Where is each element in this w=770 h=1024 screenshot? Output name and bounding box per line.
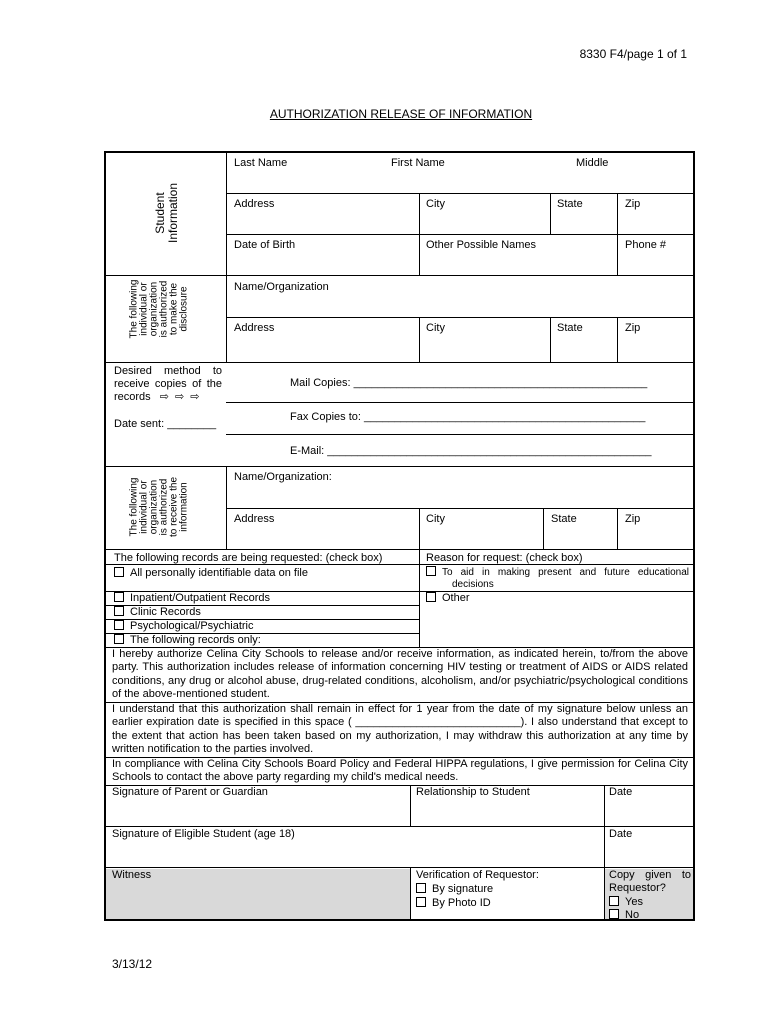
checkbox[interactable] — [609, 896, 619, 906]
recipient-city-label: City — [426, 513, 445, 525]
recipient-address-label: Address — [234, 513, 275, 525]
checkbox[interactable] — [416, 883, 426, 893]
record-item-only: The following records only: — [114, 634, 261, 646]
form-frame — [104, 151, 695, 921]
dob-label: Date of Birth — [234, 239, 296, 251]
student-signature-label: Signature of Eligible Student (age 18) — [112, 828, 295, 840]
student-date-label: Date — [609, 828, 633, 840]
method-description: Desired method to receive copies of the records ⇨ ⇨ ⇨ — [114, 365, 222, 403]
witness-shade — [106, 869, 410, 919]
last-name-label: Last Name — [234, 157, 288, 169]
footer-date: 3/13/12 — [112, 957, 153, 971]
discloser-side-label: The following individual or organization is authorized to make the disclosure — [128, 279, 190, 339]
checkbox[interactable] — [114, 606, 124, 616]
checkbox[interactable] — [114, 567, 124, 577]
date-sent: Date sent: ________ — [114, 418, 217, 430]
authorization-paragraph: I hereby authorize Celina City Schools to release and/or receive information, as indicated herein, to/from the above party. This authorization includes release of information concerning HIV testing or treatment of AIDS or AIDS related conditions, any drug or alcohol abuse, drug-related conditions, alcoholism, and/or psychiatric/psychological conditions of the above-mentioned student. — [112, 648, 688, 701]
reason-heading: Reason for request: (check box) — [426, 552, 583, 564]
checkbox[interactable] — [114, 592, 124, 602]
zip-label: Zip — [625, 198, 641, 210]
reason-option-other: Other — [426, 592, 470, 604]
verify-by-photo: By Photo ID — [416, 897, 491, 909]
verification-label: Verification of Requestor: — [416, 869, 539, 881]
recipient-name-label: Name/Organization: — [234, 471, 332, 483]
records-heading: The following records are being requested: (check box) — [114, 552, 383, 564]
copy-given-label: Copy given to Requestor? — [609, 869, 691, 894]
verify-by-signature: By signature — [416, 883, 493, 895]
checkbox[interactable] — [114, 620, 124, 630]
mail-copies: Mail Copies: ________________________________________________ — [290, 377, 648, 389]
email-copies: E-Mail: _____________________________________________________ — [290, 445, 652, 457]
city-label: City — [426, 198, 445, 210]
record-item-psych: Psychological/Psychiatric — [114, 620, 254, 632]
parent-signature-label: Signature of Parent or Guardian — [112, 786, 268, 798]
copy-no: No — [609, 909, 639, 921]
reason-option-educational: To aid in making present and future educational — [426, 566, 689, 578]
relationship-label: Relationship to Student — [416, 786, 530, 798]
discloser-address-label: Address — [234, 322, 275, 334]
witness-label: Witness — [112, 869, 152, 881]
record-item-clinic: Clinic Records — [114, 606, 201, 618]
middle-label: Middle — [576, 157, 609, 169]
recipient-zip-label: Zip — [625, 513, 641, 525]
form-id: 8330 F4/page 1 of 1 — [579, 47, 687, 61]
discloser-zip-label: Zip — [625, 322, 641, 334]
checkbox[interactable] — [114, 634, 124, 644]
address-label: Address — [234, 198, 275, 210]
date-label: Date — [609, 786, 633, 798]
first-name-label: First Name — [391, 157, 445, 169]
page-title: AUTHORIZATION RELEASE OF INFORMATION — [269, 107, 533, 121]
recipient-side-label: The following individual or organization is authorized to receive the information — [128, 476, 190, 538]
recipient-state-label: State — [551, 513, 577, 525]
student-side-label: Student Information — [153, 182, 180, 244]
other-names-label: Other Possible Names — [426, 239, 537, 251]
phone-label: Phone # — [625, 239, 666, 251]
discloser-city-label: City — [426, 322, 445, 334]
fax-copies: Fax Copies to: ______________________________________________ — [290, 411, 646, 423]
discloser-state-label: State — [557, 322, 583, 334]
discloser-name-label: Name/Organization — [234, 281, 329, 293]
checkbox[interactable] — [416, 897, 426, 907]
hipaa-paragraph: In compliance with Celina City Schools Board Policy and Federal HIPPA regulations, I give permission for Celina City Schools to contact the above party regarding my child's medical needs. — [112, 758, 688, 784]
state-label: State — [557, 198, 583, 210]
reason-option-cont: decisions — [452, 579, 494, 590]
copy-yes: Yes — [609, 896, 643, 908]
checkbox[interactable] — [426, 592, 436, 602]
record-item-all: All personally identifiable data on file — [114, 567, 308, 579]
record-item-inpatient: Inpatient/Outpatient Records — [114, 592, 270, 604]
checkbox[interactable] — [609, 909, 619, 919]
checkbox[interactable] — [426, 566, 436, 576]
expiration-paragraph: I understand that this authorization shall remain in effect for 1 year from the date of my signature below unless an earlier expiration date is specified in this space ( ___________________________). I also understand that except to the extent that action has been taken based on my authorization, I may withdraw this authorization at any time by written notification to the parties involved. — [112, 703, 688, 756]
